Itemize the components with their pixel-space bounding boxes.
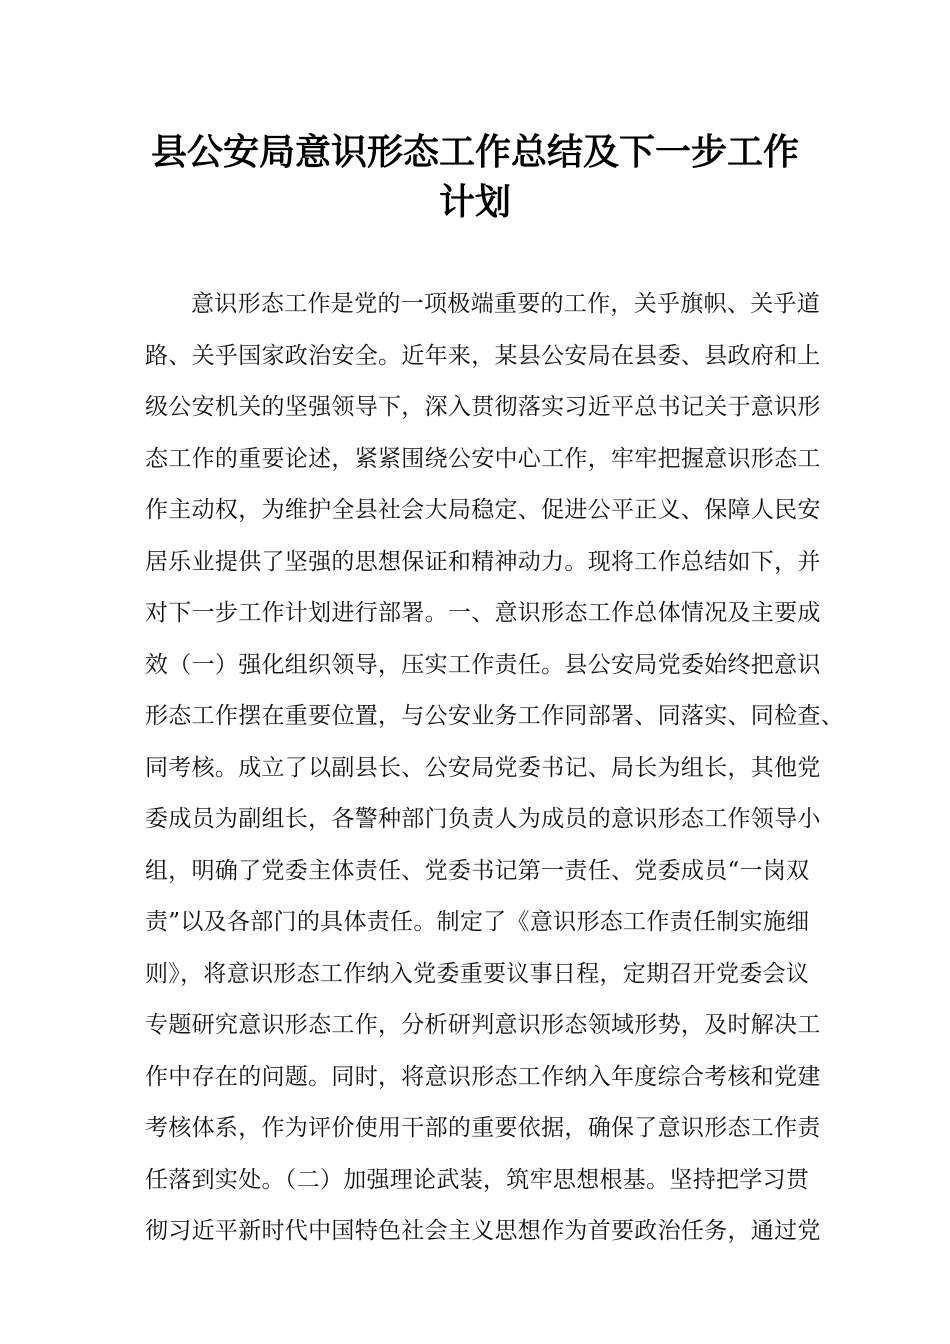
title-line-2: 计划 xyxy=(438,182,511,223)
text-line: 级公安机关的坚强领导下，深入贯彻落实习近平总书记关于意识形 xyxy=(145,394,821,420)
text-line: 任落到实处。（二）加强理论武装，筑牢思想根基。坚持把学习贯 xyxy=(145,1166,810,1193)
text-line: 路、关乎国家政治安全。近年来，某县公安局在县委、县政府和上 xyxy=(145,342,821,369)
text-line: 形态工作摆在重要位置，与公安业务工作同部署、同落实、同检查、 xyxy=(145,703,844,729)
text-line: 效（一）强化组织领导，压实工作责任。县公安局党委始终把意识 xyxy=(145,651,821,678)
text-line: 作中存在的问题。同时，将意识形态工作纳入年度综合考核和党建 xyxy=(145,1063,821,1090)
text-line: 组，明确了党委主体责任、党委书记第一责任、党委成员“一岗双 xyxy=(145,857,810,884)
text-line: 责”以及各部门的具体责任。制定了《意识形态工作责任制实施细 xyxy=(145,909,810,935)
text-line: 同考核。成立了以副县长、公安局党委书记、局长为组长，其他党 xyxy=(145,754,821,781)
body-paragraph xyxy=(145,279,844,1258)
text-line: 作主动权，为维护全县社会大局稳定、促进公平正义、保障人民安 xyxy=(145,497,821,523)
text-line: 居乐业提供了坚强的思想保证和精神动力。现将工作总结如下，并 xyxy=(145,548,821,575)
title-line-1: 县公安局意识形态工作总结及下一步工作 xyxy=(150,132,799,173)
text-line: 专题研究意识形态工作，分析研判意识形态领域形势，及时解决工 xyxy=(145,1012,821,1038)
text-line: 考核体系，作为评价使用干部的重要依据，确保了意识形态工作责 xyxy=(145,1115,821,1141)
text-line: 则》，将意识形态工作纳入党委重要议事日程，定期召开党委会议 xyxy=(145,960,810,987)
text-line: 对下一步工作计划进行部署。一、意识形态工作总体情况及主要成 xyxy=(145,600,821,626)
text-line: 态工作的重要论述，紧紧围绕公安中心工作，牢牢把握意识形态工 xyxy=(145,445,821,472)
document-title xyxy=(0,128,950,228)
text-line: 意识形态工作是党的一项极端重要的工作，关乎旗帜、关乎道 xyxy=(191,291,821,317)
text-line: 彻习近平新时代中国特色社会主义思想作为首要政治任务，通过党 xyxy=(145,1218,821,1244)
text-line: 委成员为副组长，各警种部门负责人为成员的意识形态工作领导小 xyxy=(145,806,821,832)
